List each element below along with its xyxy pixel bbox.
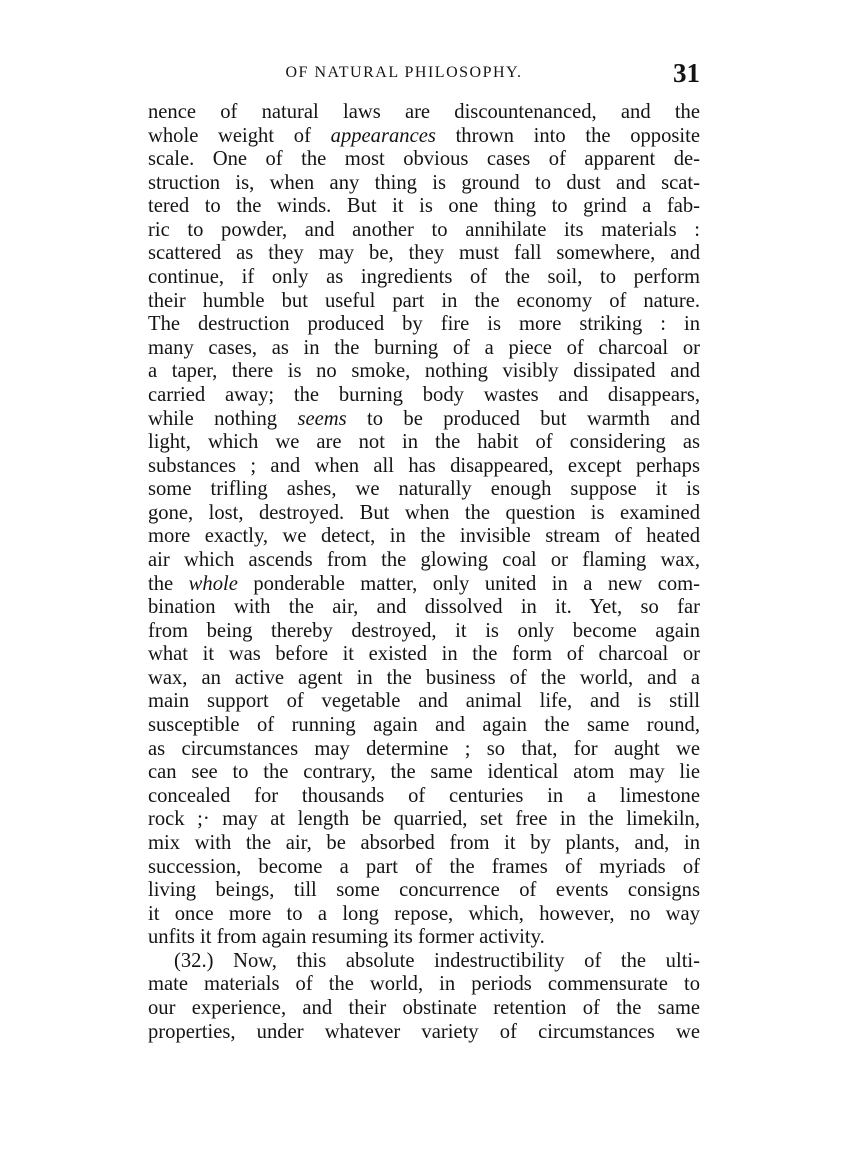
italic-word: appearances xyxy=(330,124,436,147)
text-line: The destruction produced by fire is more striking : in xyxy=(148,313,700,336)
text-line: bination with the air, and dissolved in it. Yet, so far xyxy=(148,596,700,619)
text-line: scattered as they may be, they must fall somewhere, and xyxy=(148,242,700,265)
text-line: it once more to a long repose, which, however, no way xyxy=(148,902,700,925)
text-line: scale. One of the most obvious cases of apparent de- xyxy=(148,148,700,171)
text-line: tered to the winds. But it is one thing to grind a fab- xyxy=(148,195,700,218)
text-line: succession, become a part of the frames of myriads of xyxy=(148,855,700,878)
text-line: mate materials of the world, in periods commensurate to xyxy=(148,973,700,996)
text-fragment: the xyxy=(148,572,189,595)
text-line xyxy=(148,573,700,597)
body-text xyxy=(148,101,700,1044)
text-line: continue, if only as ingredients of the soil, to perform xyxy=(148,266,700,289)
text-line: light, which we are not in the habit of considering as xyxy=(148,431,700,454)
text-line: substances ; and when all has disappeared, except perhaps xyxy=(148,454,700,477)
text-line: properties, under whatever variety of circumstances we xyxy=(148,1020,700,1043)
text-line: struction is, when any thing is ground to dust and scat- xyxy=(148,171,700,194)
text-line: a taper, there is no smoke, nothing visibly dissipated and xyxy=(148,360,700,383)
text-fragment: ponderable matter, only united in a new com- xyxy=(237,572,701,595)
text-line: air which ascends from the glowing coal or flaming wax, xyxy=(148,548,700,571)
text-line: from being thereby destroyed, it is only become again xyxy=(148,619,700,642)
text-line: unfits it from again resuming its former activity. xyxy=(148,926,545,949)
text-line: their humble but useful part in the economy of nature. xyxy=(148,289,700,312)
text-line: carried away; the burning body wastes and disappears, xyxy=(148,383,700,406)
text-line: our experience, and their obstinate retention of the same xyxy=(148,996,700,1019)
text-line: nence of natural laws are discountenanced, and the xyxy=(148,101,700,123)
text-line: concealed for thousands of centuries in a limestone xyxy=(148,784,700,807)
italic-word: seems xyxy=(297,407,347,430)
text-line: main support of vegetable and animal life, and is still xyxy=(148,690,700,713)
text-line: more exactly, we detect, in the invisible stream of heated xyxy=(148,525,700,548)
text-line: many cases, as in the burning of a piece of charcoal or xyxy=(148,336,700,359)
text-line: as circumstances may determine ; so that, for aught we xyxy=(148,737,700,760)
italic-word: whole xyxy=(188,572,238,595)
text-fragment: to be produced but warmth and xyxy=(346,407,700,430)
text-line: (32.) Now, this absolute indestructibility of the ulti- xyxy=(174,949,700,972)
page-number: 31 xyxy=(673,58,700,88)
text-line xyxy=(148,125,700,149)
text-line: wax, an active agent in the business of the world, and a xyxy=(148,666,700,689)
text-line: rock ;· may at length be quarried, set free in the limekiln, xyxy=(148,808,700,831)
running-title: OF NATURAL PHILOSOPHY. xyxy=(285,64,523,81)
text-line: can see to the contrary, the same identical atom may lie xyxy=(148,761,700,784)
text-fragment: while nothing xyxy=(148,407,298,430)
text-line: living beings, till some concurrence of events consigns xyxy=(148,879,700,902)
text-fragment: thrown into the opposite xyxy=(435,124,700,147)
text-line: ric to powder, and another to annihilate its materials : xyxy=(148,218,700,241)
running-head xyxy=(148,58,700,88)
text-line: what it was before it existed in the form of charcoal or xyxy=(148,643,700,666)
text-line xyxy=(148,408,700,432)
text-fragment: whole weight of xyxy=(148,124,331,147)
text-line: susceptible of running again and again the same round, xyxy=(148,714,700,737)
text-line: gone, lost, destroyed. But when the question is examined xyxy=(148,501,700,524)
text-line: mix with the air, be absorbed from it by plants, and, in xyxy=(148,831,700,854)
text-line: some trifling ashes, we naturally enough suppose it is xyxy=(148,478,700,501)
